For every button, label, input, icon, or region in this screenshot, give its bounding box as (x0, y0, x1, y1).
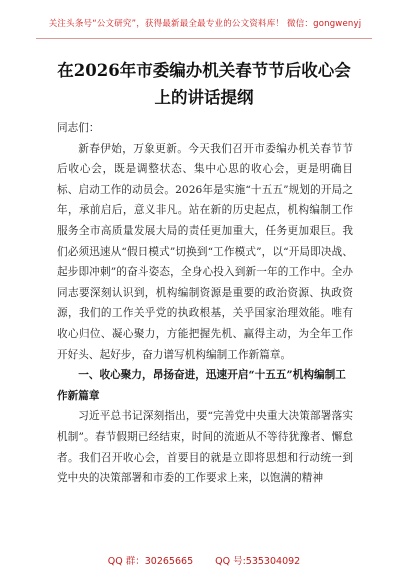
title-line-1: 在2026年市委编办机关春节节后收心会 (57, 61, 351, 80)
document-body (57, 118, 353, 489)
header-banner: 关注头条号“公文研究”，获得最新最全最专业的公文资料库！ 微信：gongwenyj (48, 19, 362, 29)
salutation: 同志们： (57, 122, 100, 134)
title-line-2: 上的讲话提纲 (154, 88, 254, 107)
section-paragraph: 习近平总书记深刻指出，要“完善党中央重大决策部署落实机制”。春节假期已经结束，时间的流逝从不等待犹豫者、懈怠者。我们召开收心会，首要目的就是立即将思想和行动统一到党中央的决策部署和市委的工作要求上来，以饱满的精神 (57, 410, 353, 485)
header-divider (36, 38, 372, 39)
footer-contact (0, 553, 408, 567)
footer-qq-number: QQ 号:535304092 (215, 556, 301, 567)
body-paragraph: 新春伊始，万象更新。今天我们召开市委编办机关春节节后收心会，既是调整状态、集中心思的收心会，更是明确目标、启动工作的动员会。2026年是实施“十五五”规划的开局之年，承前启后，意义非凡。站在新的历史起点，机构编制工作服务全市高质量发展大局的责任更加重大，任务更加艰巨。我们必须迅速从“假日模式”切换到“工作模式”，以“开局即决战、起步即冲刺”的奋斗姿态，全身心投入到新一年的工作中。全办同志要深刻认识到，机构编制资源是重要的政治资源、执政资源，我们的工作关乎党的执政根基，关乎国家治理效能。唯有收心归位、凝心聚力，方能把握先机、赢得主动，为全年工作开好头、起好步，奋力谱写机构编制工作新篇章。 (57, 142, 353, 361)
section-heading: 一、收心聚力，昂扬奋进，迅速开启“十五五”机构编制工作新篇章 (57, 369, 346, 402)
footer-qq-group: QQ 群：30265665 (107, 556, 194, 567)
document-title (46, 57, 362, 111)
